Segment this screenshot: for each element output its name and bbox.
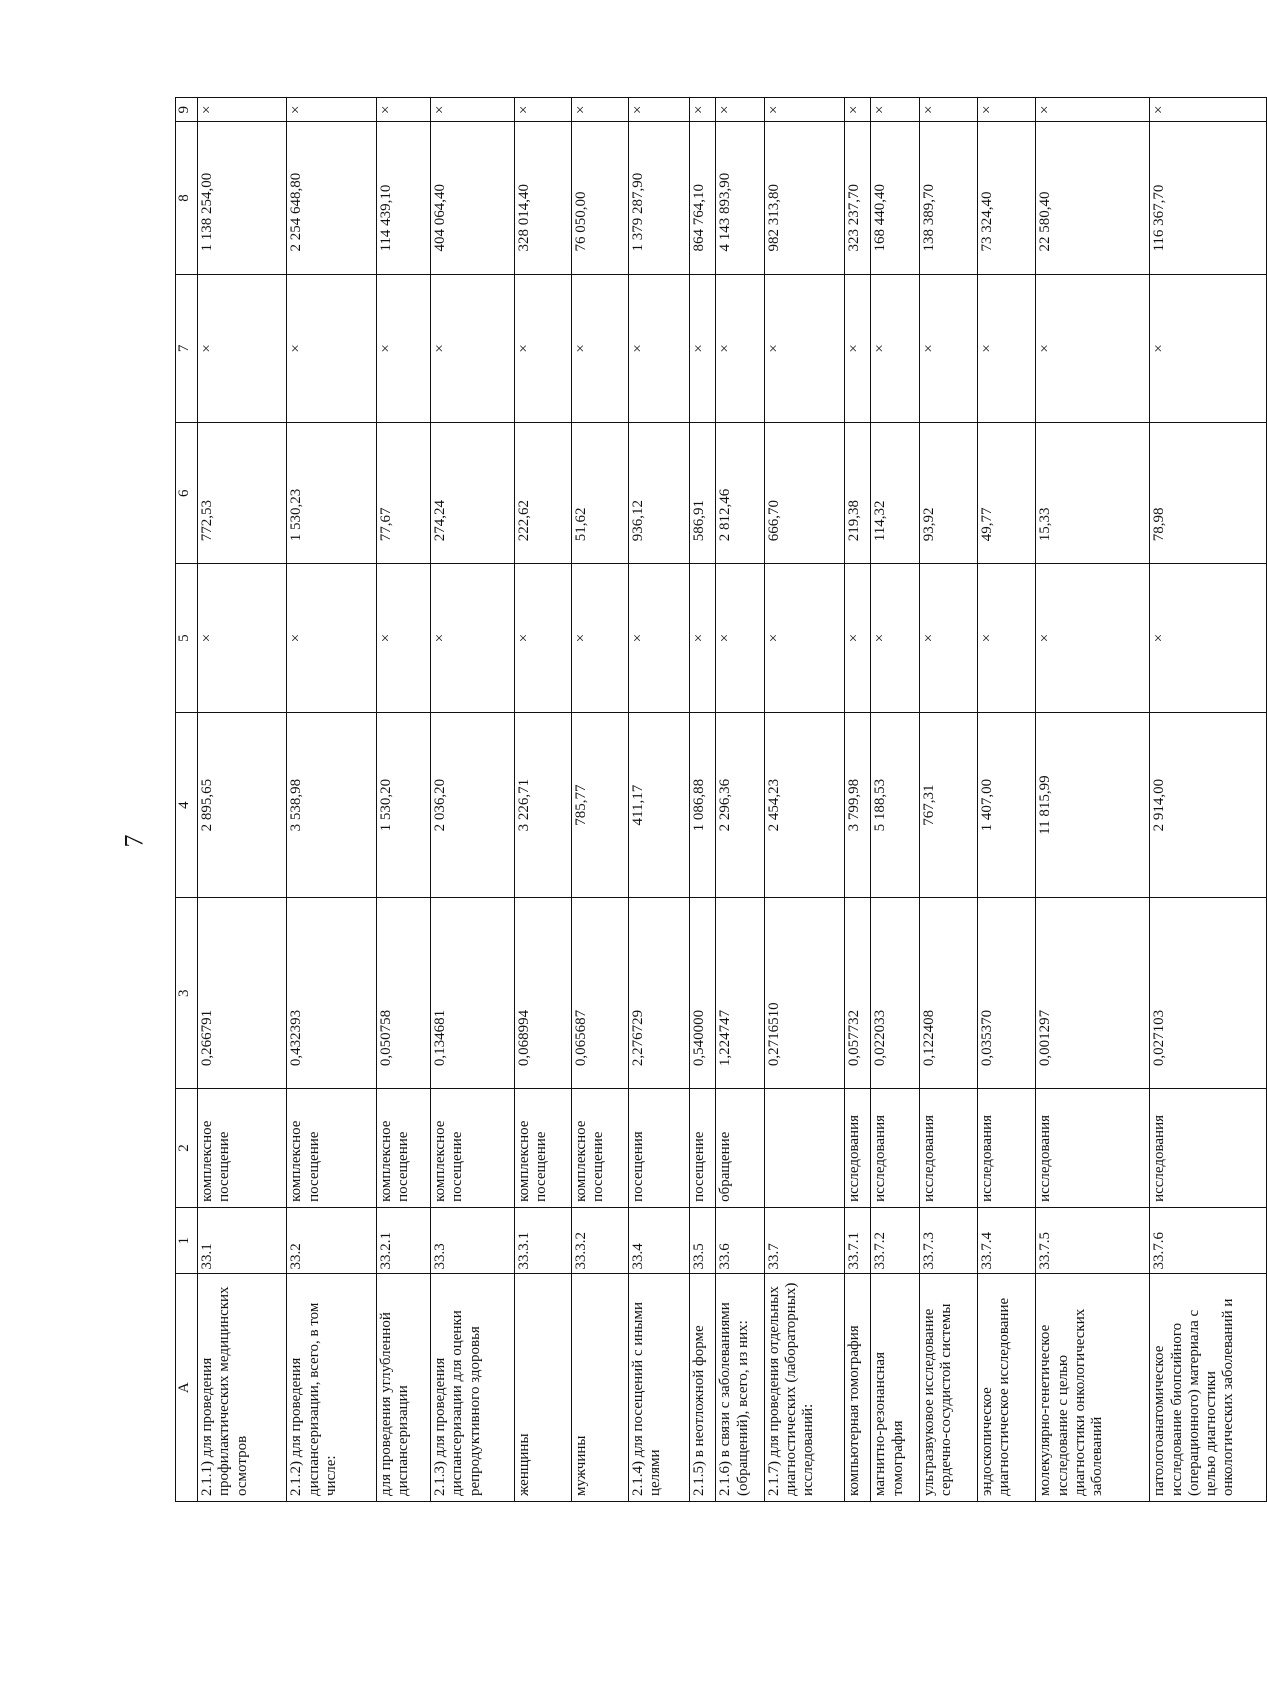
table-cell-c8: 2 254 648,80 xyxy=(287,122,376,274)
table-cell-c8: 4 143 893,90 xyxy=(716,122,765,274)
table-cell-c2: комплексное посещение xyxy=(572,1089,629,1208)
table-cell-c6: 93,92 xyxy=(919,423,977,564)
header-cell: 8 xyxy=(176,122,198,274)
table-cell-c9: × xyxy=(845,98,871,122)
table-cell-a: для проведения углубленной диспансеризации xyxy=(376,1274,430,1502)
table-cell-c3: 0,027103 xyxy=(1150,898,1267,1089)
table-cell-c8: 114 439,10 xyxy=(376,122,430,274)
table-cell-a: эндоскопическое диагностическое исследование xyxy=(978,1274,1036,1502)
table-cell-c8: 323 237,70 xyxy=(845,122,871,274)
table-cell-c7: × xyxy=(287,274,376,423)
table-cell-c8: 76 050,00 xyxy=(572,122,629,274)
table-cell-c3: 0,432393 xyxy=(287,898,376,1089)
table-cell-c1: 33.7 xyxy=(764,1207,844,1274)
table-cell-c3: 2,276729 xyxy=(629,898,690,1089)
table-cell-c7: × xyxy=(978,274,1036,423)
table-cell-c6: 772,53 xyxy=(198,423,287,564)
table-cell-c6: 49,77 xyxy=(978,423,1036,564)
table-cell-c7: × xyxy=(690,274,716,423)
table-cell-c6: 219,38 xyxy=(845,423,871,564)
table-cell-c2: исследования xyxy=(845,1089,871,1208)
header-cell: 2 xyxy=(176,1089,198,1208)
header-cell: 6 xyxy=(176,423,198,564)
table-cell-c9: × xyxy=(919,98,977,122)
table-cell-c5: × xyxy=(919,564,977,713)
table-cell-c9: × xyxy=(716,98,765,122)
table-cell-c7: × xyxy=(845,274,871,423)
table-cell-c4: 11 815,99 xyxy=(1036,712,1150,897)
table-cell-c8: 404 064,40 xyxy=(431,122,515,274)
table-cell-a: компьютерная томография xyxy=(845,1274,871,1502)
table-cell-c3: 0,050758 xyxy=(376,898,430,1089)
table-cell-a: патологоанатомическое исследование биопсийного (операционного) материала с целью диагностики онкологических заболеваний и xyxy=(1150,1274,1267,1502)
table-cell-c6: 222,62 xyxy=(515,423,572,564)
table-cell-c8: 982 313,80 xyxy=(764,122,844,274)
table-cell-c1: 33.5 xyxy=(690,1207,716,1274)
table-cell-c8: 138 389,70 xyxy=(919,122,977,274)
table-cell-c9: × xyxy=(287,98,376,122)
table-cell-c7: × xyxy=(198,274,287,423)
table-cell-c5: × xyxy=(871,564,920,713)
table-cell-c7: × xyxy=(629,274,690,423)
table-row xyxy=(716,98,765,1502)
page-number: 7 xyxy=(119,834,149,848)
table-cell-c9: × xyxy=(376,98,430,122)
table-cell-c6: 666,70 xyxy=(764,423,844,564)
table-cell-c6: 1 530,23 xyxy=(287,423,376,564)
table-cell-c1: 33.7.4 xyxy=(978,1207,1036,1274)
table-cell-c1: 33.7.2 xyxy=(871,1207,920,1274)
table-cell-c6: 51,62 xyxy=(572,423,629,564)
table-cell-c3: 0,035370 xyxy=(978,898,1036,1089)
table-cell-c6: 274,24 xyxy=(431,423,515,564)
table-cell-c9: × xyxy=(764,98,844,122)
table-cell-c9: × xyxy=(572,98,629,122)
table-cell-c6: 586,91 xyxy=(690,423,716,564)
table-row xyxy=(287,98,376,1502)
table-cell-c2 xyxy=(764,1089,844,1208)
table-cell-c3: 0,068994 xyxy=(515,898,572,1089)
table-cell-c4: 2 454,23 xyxy=(764,712,844,897)
header-cell: 7 xyxy=(176,274,198,423)
table-cell-c6: 114,32 xyxy=(871,423,920,564)
table-cell-c2: исследования xyxy=(978,1089,1036,1208)
table-cell-c5: × xyxy=(572,564,629,713)
table-cell-c9: × xyxy=(978,98,1036,122)
table-cell-c4: 3 538,98 xyxy=(287,712,376,897)
table-cell-c9: × xyxy=(690,98,716,122)
table-cell-c5: × xyxy=(629,564,690,713)
table-cell-c2: исследования xyxy=(1036,1089,1150,1208)
table-cell-a: 2.1.7) для проведения отдельных диагностических (лабораторных) исследований: xyxy=(764,1274,844,1502)
header-cell: 9 xyxy=(176,98,198,122)
table-cell-c8: 116 367,70 xyxy=(1150,122,1267,274)
table-cell-c9: × xyxy=(1036,98,1150,122)
table-cell-c7: × xyxy=(515,274,572,423)
table-cell-c7: × xyxy=(376,274,430,423)
table-cell-c2: исследования xyxy=(1150,1089,1267,1208)
table-row xyxy=(845,98,871,1502)
table-cell-c6: 15,33 xyxy=(1036,423,1150,564)
table-cell-c5: × xyxy=(764,564,844,713)
table-cell-c7: × xyxy=(764,274,844,423)
table-row xyxy=(919,98,977,1502)
table-cell-c4: 3 799,98 xyxy=(845,712,871,897)
table-row xyxy=(690,98,716,1502)
table-cell-c1: 33.3 xyxy=(431,1207,515,1274)
header-cell: A xyxy=(176,1274,198,1502)
table-cell-c7: × xyxy=(871,274,920,423)
table-cell-c5: × xyxy=(1150,564,1267,713)
header-cell: 1 xyxy=(176,1207,198,1274)
table-cell-c5: × xyxy=(515,564,572,713)
table-cell-c1: 33.7.5 xyxy=(1036,1207,1150,1274)
table-cell-c9: × xyxy=(1150,98,1267,122)
table-cell-c5: × xyxy=(431,564,515,713)
table-cell-c8: 168 440,40 xyxy=(871,122,920,274)
table-cell-c1: 33.2.1 xyxy=(376,1207,430,1274)
table-cell-c4: 2 914,00 xyxy=(1150,712,1267,897)
table-cell-c2: исследования xyxy=(871,1089,920,1208)
table-cell-c5: × xyxy=(845,564,871,713)
table-cell-a: женщины xyxy=(515,1274,572,1502)
table-cell-c7: × xyxy=(1150,274,1267,423)
table-cell-c4: 785,77 xyxy=(572,712,629,897)
table-cell-c1: 33.7.6 xyxy=(1150,1207,1267,1274)
table-row xyxy=(1036,98,1150,1502)
table-cell-c1: 33.3.2 xyxy=(572,1207,629,1274)
rotated-table-container xyxy=(175,97,1267,1502)
table-cell-c5: × xyxy=(198,564,287,713)
table-cell-c3: 0,2716510 xyxy=(764,898,844,1089)
table-cell-c2: исследования xyxy=(919,1089,977,1208)
table-row xyxy=(1150,98,1267,1502)
table-cell-c4: 3 226,71 xyxy=(515,712,572,897)
table-cell-c6: 78,98 xyxy=(1150,423,1267,564)
table-cell-c3: 0,266791 xyxy=(198,898,287,1089)
table-cell-c4: 1 086,88 xyxy=(690,712,716,897)
table-cell-c2: комплексное посещение xyxy=(287,1089,376,1208)
header-cell: 4 xyxy=(176,712,198,897)
table-cell-c8: 328 014,40 xyxy=(515,122,572,274)
table-cell-c7: × xyxy=(716,274,765,423)
table-row xyxy=(376,98,430,1502)
table-cell-a: магнитно-резонансная томография xyxy=(871,1274,920,1502)
table-row xyxy=(978,98,1036,1502)
table-cell-a: молекулярно-генетическое исследование с целью диагностики онкологических заболеваний xyxy=(1036,1274,1150,1502)
table-cell-c4: 2 296,36 xyxy=(716,712,765,897)
table-cell-a: 2.1.1) для проведения профилактических медицинских осмотров xyxy=(198,1274,287,1502)
table-cell-c4: 1 530,20 xyxy=(376,712,430,897)
table-cell-a: 2.1.6) в связи с заболеваниями (обращений), всего, из них: xyxy=(716,1274,765,1502)
table-cell-c3: 0,022033 xyxy=(871,898,920,1089)
table-cell-c9: × xyxy=(871,98,920,122)
header-cell: 5 xyxy=(176,564,198,713)
table-cell-c7: × xyxy=(431,274,515,423)
table-cell-c1: 33.7.1 xyxy=(845,1207,871,1274)
table-cell-c3: 0,001297 xyxy=(1036,898,1150,1089)
table-header-row xyxy=(176,98,198,1502)
table-cell-c4: 767,31 xyxy=(919,712,977,897)
table-cell-c2: посещение xyxy=(690,1089,716,1208)
table-cell-a: 2.1.5) в неотложной форме xyxy=(690,1274,716,1502)
table-cell-c5: × xyxy=(978,564,1036,713)
table-cell-c9: × xyxy=(629,98,690,122)
table-cell-c7: × xyxy=(919,274,977,423)
table-cell-c9: × xyxy=(431,98,515,122)
table-cell-c7: × xyxy=(572,274,629,423)
table-cell-c2: посещения xyxy=(629,1089,690,1208)
table-cell-c5: × xyxy=(1036,564,1150,713)
table-cell-c9: × xyxy=(515,98,572,122)
table-cell-c1: 33.3.1 xyxy=(515,1207,572,1274)
table-row xyxy=(515,98,572,1502)
table-cell-a: 2.1.2) для проведения диспансеризации, всего, в том числе: xyxy=(287,1274,376,1502)
table-cell-c8: 864 764,10 xyxy=(690,122,716,274)
table-cell-c8: 1 379 287,90 xyxy=(629,122,690,274)
table-cell-c5: × xyxy=(716,564,765,713)
table-cell-c2: комплексное посещение xyxy=(198,1089,287,1208)
header-cell: 3 xyxy=(176,898,198,1089)
table-cell-c1: 33.7.3 xyxy=(919,1207,977,1274)
table-cell-c4: 2 895,65 xyxy=(198,712,287,897)
table-cell-c3: 0,065687 xyxy=(572,898,629,1089)
table-cell-c9: × xyxy=(198,98,287,122)
table-cell-c2: комплексное посещение xyxy=(431,1089,515,1208)
table-cell-c6: 936,12 xyxy=(629,423,690,564)
table-cell-c5: × xyxy=(376,564,430,713)
table-cell-a: 2.1.3) для проведения диспансеризации для оценки репродуктивного здоровья xyxy=(431,1274,515,1502)
table-cell-a: 2.1.4) для посещений с иными целями xyxy=(629,1274,690,1502)
table-row xyxy=(764,98,844,1502)
table-row xyxy=(629,98,690,1502)
table-row xyxy=(198,98,287,1502)
table-cell-c4: 411,17 xyxy=(629,712,690,897)
table-cell-a: мужчины xyxy=(572,1274,629,1502)
table-cell-c2: обращение xyxy=(716,1089,765,1208)
tariff-table xyxy=(175,97,1267,1502)
table-cell-c6: 2 812,46 xyxy=(716,423,765,564)
table-cell-c1: 33.4 xyxy=(629,1207,690,1274)
table-cell-c2: комплексное посещение xyxy=(376,1089,430,1208)
table-cell-c6: 77,67 xyxy=(376,423,430,564)
table-cell-c4: 2 036,20 xyxy=(431,712,515,897)
table-row xyxy=(572,98,629,1502)
table-cell-c2: комплексное посещение xyxy=(515,1089,572,1208)
table-cell-c5: × xyxy=(287,564,376,713)
table-cell-c4: 5 188,53 xyxy=(871,712,920,897)
table-cell-c1: 33.1 xyxy=(198,1207,287,1274)
table-cell-c4: 1 407,00 xyxy=(978,712,1036,897)
table-cell-c5: × xyxy=(690,564,716,713)
table-cell-c8: 22 580,40 xyxy=(1036,122,1150,274)
table-cell-c7: × xyxy=(1036,274,1150,423)
table-cell-a: ультразвуковое исследование сердечно-сосудистой системы xyxy=(919,1274,977,1502)
table-row xyxy=(871,98,920,1502)
table-cell-c3: 1,224747 xyxy=(716,898,765,1089)
table-body xyxy=(198,98,1267,1502)
table-cell-c3: 0,122408 xyxy=(919,898,977,1089)
table-cell-c1: 33.2 xyxy=(287,1207,376,1274)
table-cell-c3: 0,134681 xyxy=(431,898,515,1089)
table-cell-c1: 33.6 xyxy=(716,1207,765,1274)
table-cell-c8: 73 324,40 xyxy=(978,122,1036,274)
table-cell-c3: 0,057732 xyxy=(845,898,871,1089)
table-row xyxy=(431,98,515,1502)
table-cell-c3: 0,540000 xyxy=(690,898,716,1089)
table-cell-c8: 1 138 254,00 xyxy=(198,122,287,274)
